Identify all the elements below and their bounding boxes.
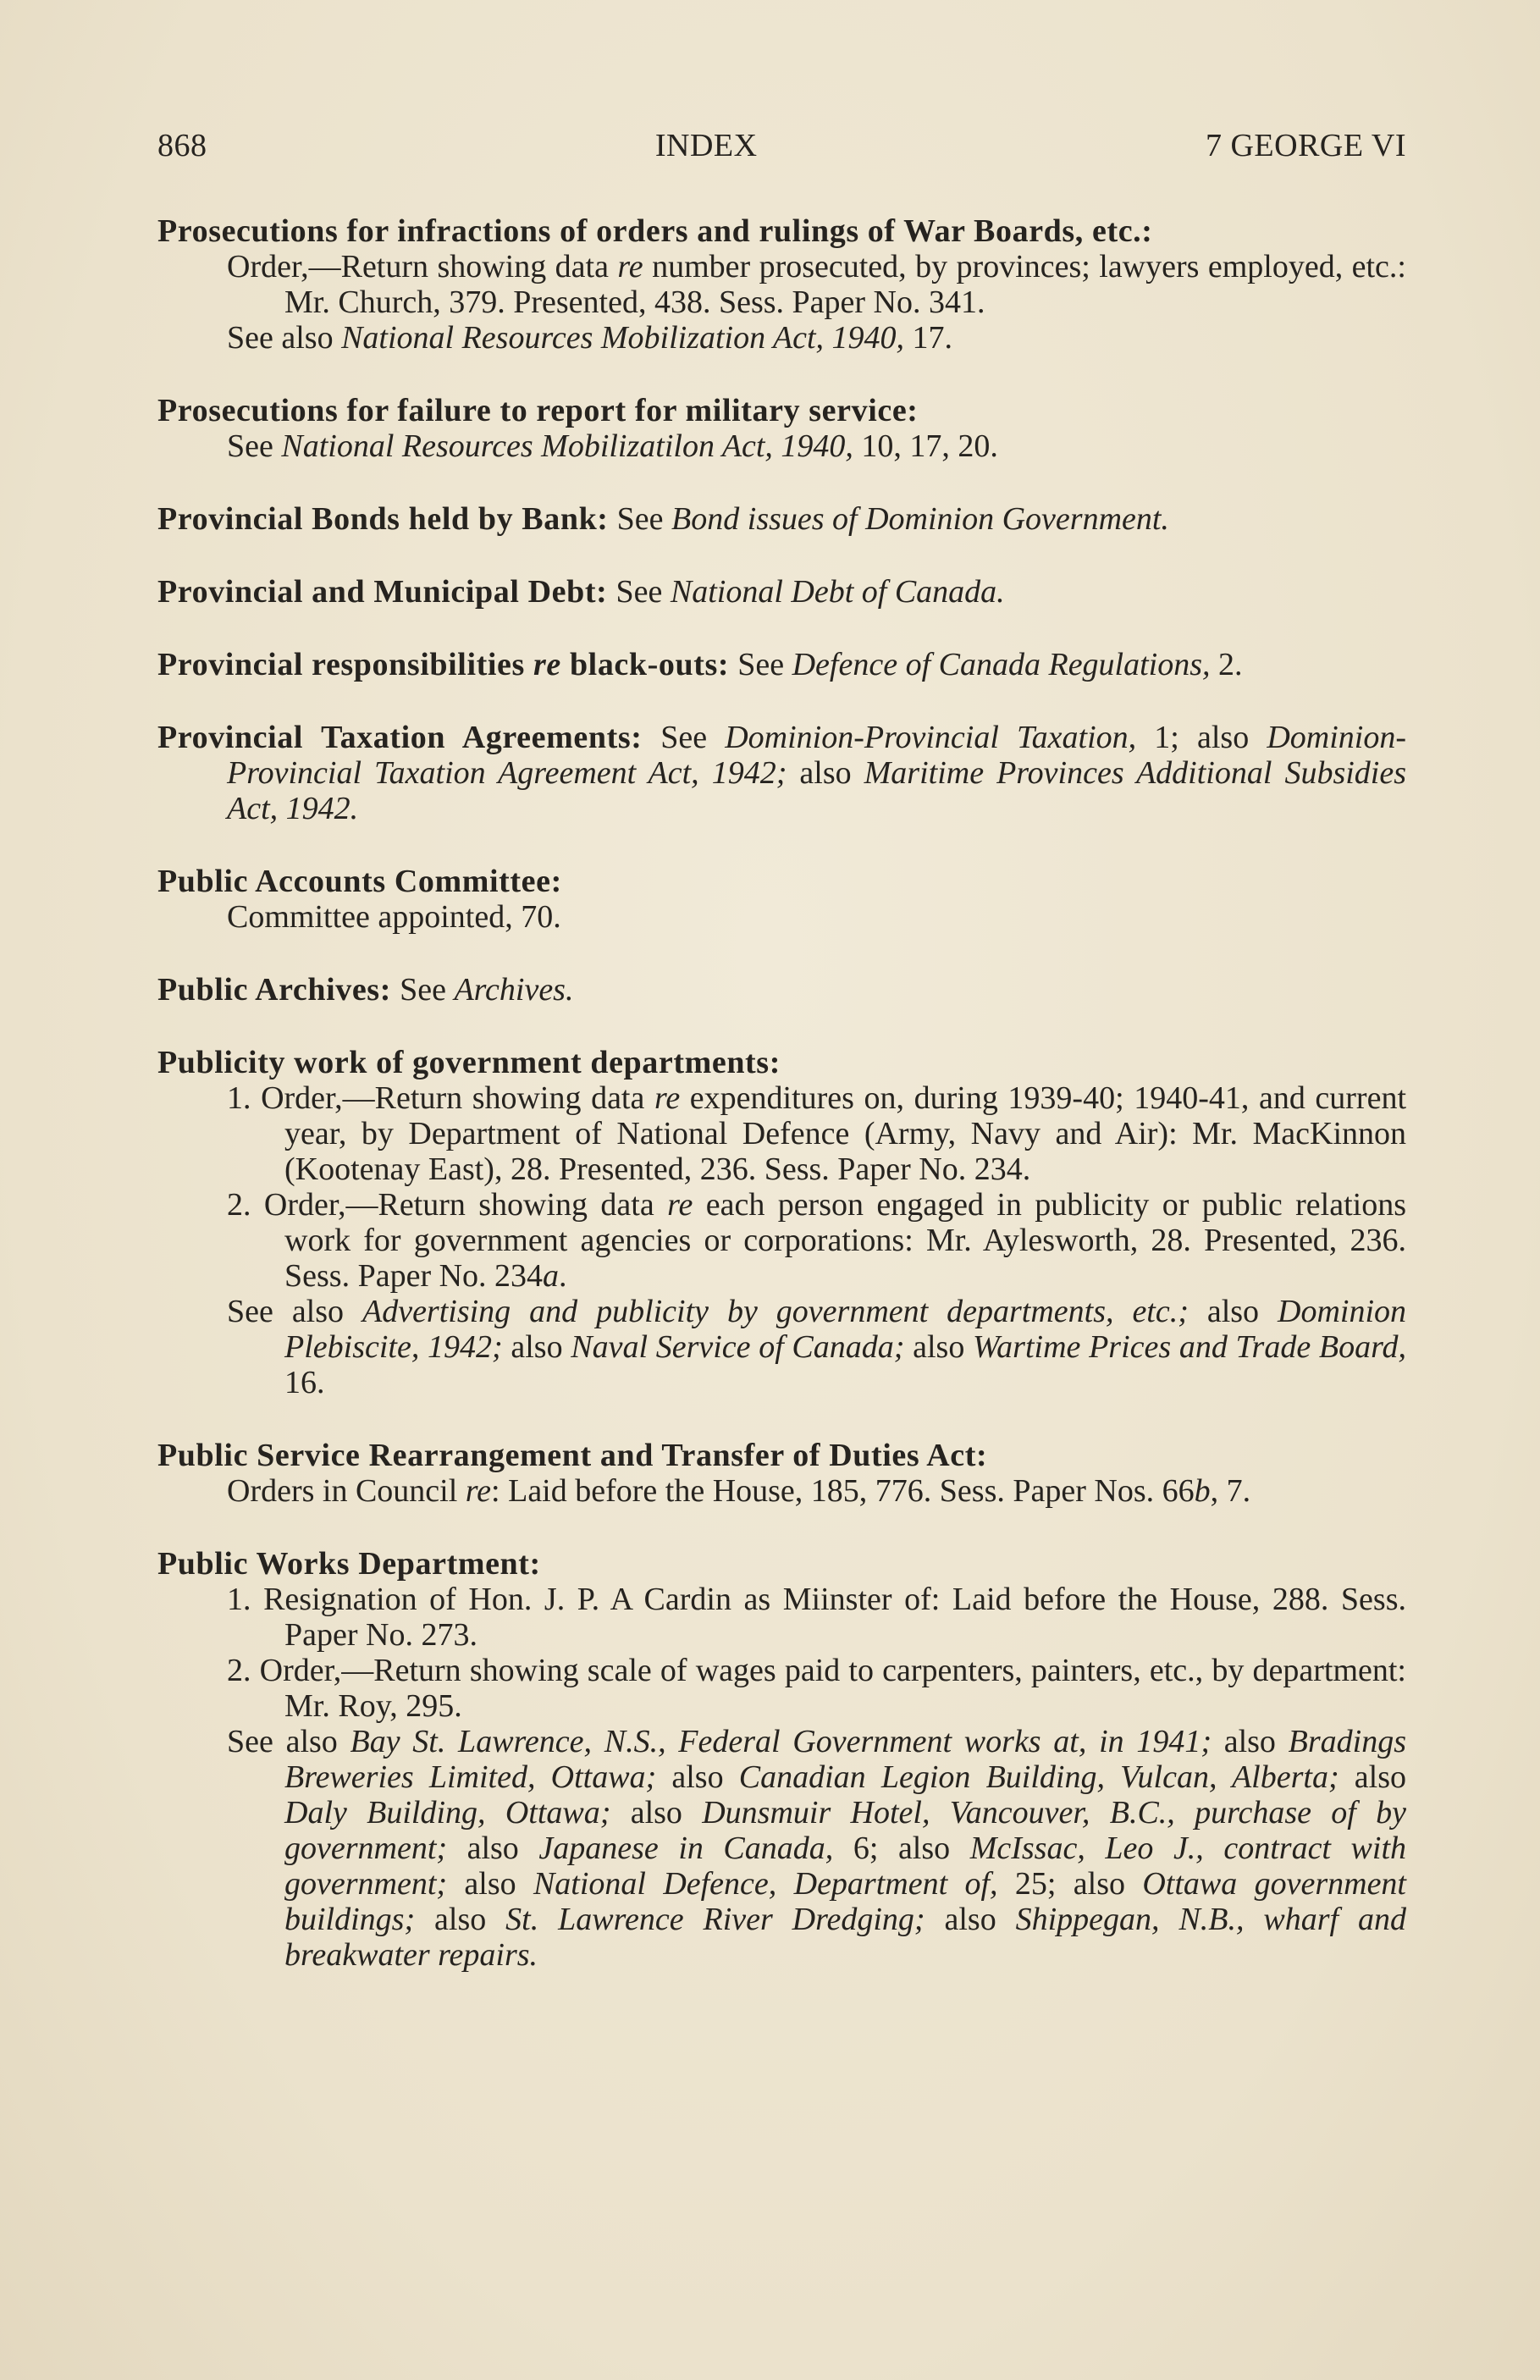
numbered-item: 2. Order,—Return showing data re each person engaged in publicity or public relations work for government agencies or corporations: Mr. Aylesworth, 28. Presented, 236. Sess. Paper No. 234a.: [227, 1187, 1406, 1294]
entry-heading: Prosecutions for infractions of orders and rulings of War Boards, etc.:: [157, 213, 1153, 249]
index-entry: [157, 393, 1406, 464]
entry-heading: Public Service Rearrangement and Transfer of Duties Act:: [157, 1438, 988, 1473]
index-entry: [157, 864, 1406, 935]
entry-heading: Public Archives: See Archives.: [157, 972, 574, 1008]
index-entry: [157, 972, 1406, 1008]
index-entry: [157, 647, 1406, 682]
index-entry: [157, 1045, 1406, 1400]
running-title: INDEX: [654, 128, 758, 163]
index-entry: [157, 213, 1406, 356]
entry-heading: Public Works Department:: [157, 1546, 541, 1582]
index-entry: [157, 1546, 1406, 1973]
entry-heading: Prosecutions for failure to report for military service:: [157, 393, 919, 428]
page-header: [157, 127, 1406, 164]
index-entry: [157, 574, 1406, 610]
entry-line: Order,—Return showing data re number prosecuted, by provinces; lawyers employed, etc.: Mr. Church, 379. Presented, 438. Sess. Paper No. 341.: [227, 249, 1406, 320]
entry-heading: Publicity work of government departments:: [157, 1045, 781, 1080]
entry-line: Orders in Council re: Laid before the House, 185, 776. Sess. Paper Nos. 66b, 7.: [227, 1473, 1251, 1509]
see-also-line: See also Advertising and publicity by government departments, etc.; also Dominion Plebiscite, 1942; also Naval Service of Canada; also Wartime Prices and Trade Board, 16.: [227, 1294, 1406, 1400]
entry-heading: Public Accounts Committee:: [157, 864, 562, 899]
entry-heading: Provincial Bonds held by Bank: See Bond issues of Dominion Government.: [157, 501, 1169, 537]
see-also-line: See National Resources Mobilizatilon Act, 1940, 10, 17, 20.: [227, 428, 998, 464]
entry-heading: Provincial responsibilities re black-outs: See Defence of Canada Regulations, 2.: [157, 647, 1243, 682]
page-number: 868: [157, 128, 207, 163]
numbered-item: 1. Order,—Return showing data re expenditures on, during 1939-40; 1940-41, and current year, by Department of National Defence (Army, Navy and Air): Mr. MacKinnon (Kootenay East), 28. Presented, 236. Sess. Paper No. 234.: [227, 1080, 1406, 1187]
numbered-item: 2. Order,—Return showing scale of wages paid to carpenters, painters, etc., by department: Mr. Roy, 295.: [227, 1653, 1406, 1724]
see-also-line: See also Bay St. Lawrence, N.S., Federal Government works at, in 1941; also Bradings Breweries Limited, Ottawa; also Canadian Legion Building, Vulcan, Alberta; also Daly Building, Ottawa; also Dunsmuir Hotel, Vancouver, B.C., purchase of by government; also Japanese in Canada, 6; also McIssac, Leo J., contract with government; also National Defence, Department of, 25; also Ottawa government buildings; also St. Lawrence River Dredging; also Shippegan, N.B., wharf and breakwater repairs.: [227, 1724, 1407, 1973]
entry-heading: Provincial and Municipal Debt: See National Debt of Canada.: [157, 574, 1005, 610]
numbered-item: 1. Resignation of Hon. J. P. A Cardin as Miinster of: Laid before the House, 288. Sess. Paper No. 273.: [227, 1582, 1406, 1653]
entry-heading: Provincial Taxation Agreements: See Dominion-Provincial Taxation, 1; also Dominion-Provincial Taxation Agreement Act, 1942; also Maritime Provinces Additional Subsidies Act, 1942.: [157, 720, 1407, 826]
see-also-line: See also National Resources Mobilization Act, 1940, 17.: [227, 320, 953, 356]
index-entry: [157, 1438, 1406, 1509]
index-entry: [157, 501, 1406, 537]
index-entry: [157, 720, 1406, 826]
volume-label: 7 GEORGE VI: [1205, 128, 1406, 163]
entry-line: Committee appointed, 70.: [227, 899, 561, 935]
